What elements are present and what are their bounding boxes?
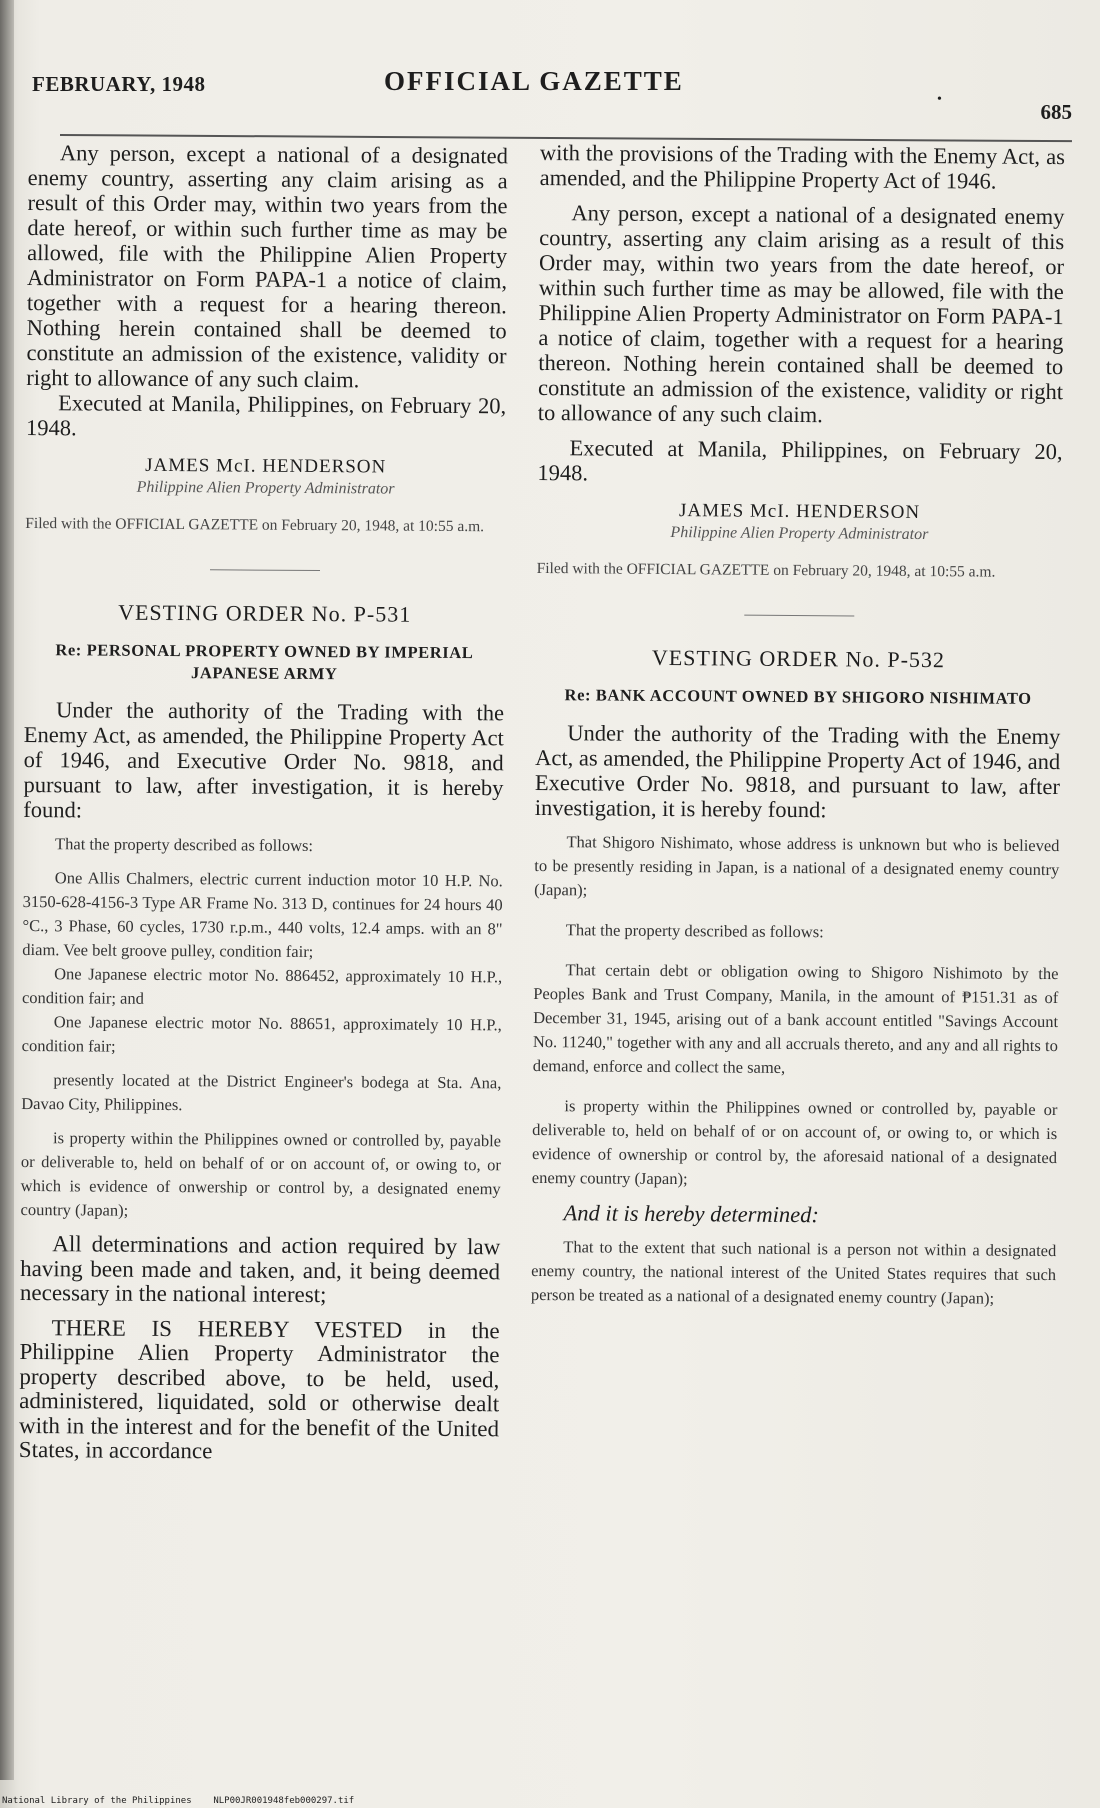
continuation-right: with the provisions of the Trading with the Enemy Act, as amended, and the Philippine Property Act of 1946.: [539, 140, 1065, 194]
filed-note-left: Filed with the OFFICIAL GAZETTE on February 20, 1948, at 10:55 a.m.: [25, 514, 485, 536]
claim-paragraph-right: Any person, except a national of a designated enemy country, asserting any claim arising as a result of this Order may, within two years from the date hereof, or within such further time as may be allowed, file with the Philippine Alien Property Administrator on Form PAPA-1 a notice of claim, together with a request for a hearing thereon. Nothing herein contained shall be deemed to constitute an admission of the existence, validity or right to allowance of any such claim.: [537, 200, 1065, 428]
is-property-532: is property within the Philippines owned or controlled by, payable or deliverable to, held on behalf of or on account of, or owing to, or which is evidence of ownership or control by, the aforesaid national of a designated enemy country (Japan);: [531, 1096, 1058, 1189]
header-title: OFFICIAL GAZETTE: [384, 66, 684, 96]
separator-right: [744, 615, 854, 617]
property-intro-531: That the property described as follows:: [55, 834, 314, 856]
scan-binding-edge: [0, 0, 14, 1780]
separator-left: [210, 569, 320, 571]
filed-note-right: Filed with the OFFICIAL GAZETTE on February 20, 1948, at 10:55 a.m.: [536, 559, 996, 581]
vested-531: THERE IS HEREBY VESTED in the Philippine Alien Property Administrator the property described above, to be held, used, administered, liquidated, sold or otherwise dealt with in the interest and for the benefit of the United States, in accordance: [18, 1314, 500, 1464]
signer-name-left: JAMES McI. HENDERSON: [145, 454, 387, 478]
header-date: FEBRUARY, 1948: [32, 72, 206, 96]
finding-nationality-532: That Shigoro Nishimato, whose address is unknown but who is believed to be presently residing in Japan, is a national of a designated enemy country (Japan);: [534, 832, 1060, 900]
executed-right: Executed at Manila, Philippines, on February 20, 1948.: [537, 435, 1063, 486]
determinations-531: All determinations and action required by law having been made and taken, and, it being deemed necessary in the national interest;: [19, 1231, 501, 1308]
executed-left: Executed at Manila, Philippines, on February 20, 1948.: [25, 390, 507, 441]
page-number: 685: [1040, 100, 1072, 124]
scan-footer: [2, 1796, 354, 1806]
re-heading-531: Re: PERSONAL PROPERTY OWNED BY IMPERIAL JAPANESE ARMY: [55, 640, 474, 684]
vesting-order-title-531: VESTING ORDER No. P-531: [118, 599, 412, 627]
property-item-1: One Allis Chalmers, electric current induction motor 10 H.P. No. 3150-628-4156-3 Type AR Frame No. 313 D, continues for 24 hours 40 °C., 3 Phase, 60 cycles, 1730 r.p.m., 440 volts, 12.4 amps. with an 8" diam. Vee belt groove pulley, condition fair;: [22, 868, 503, 962]
signer-title-left: Philippine Alien Property Administrator: [136, 478, 395, 498]
re-heading-532: Re: BANK ACCOUNT OWNED BY SHIGORO NISHIMATO: [564, 685, 1032, 708]
property-item-3: One Japanese electric motor No. 88651, approximately 10 H.P., condition fair;: [21, 1012, 502, 1056]
footer-file: NLP00JR001948feb000297.tif: [213, 1796, 355, 1806]
right-column: [531, 140, 1065, 1311]
claim-paragraph-left: Any person, except a national of a designated enemy country, asserting any claim arising as a result of this Order may, within two years from the date hereof, or within such further time as may be allowed, file with the Philippine Alien Property Administrator on Form PAPA-1 a notice of claim, together with a request for a hearing thereon. Nothing herein contained shall be deemed to constitute an admission of the existence, validity or right to allowance of any such claim.: [26, 140, 508, 393]
footer-library: National Library of the Philippines: [2, 1796, 192, 1806]
left-column: [19, 140, 508, 1466]
is-property-531: is property within the Philippines owned or controlled by, payable or deliverable to, held on behalf of or on account of, or owing to, or which is evidence of onwership or control by, a designated enemy country (Japan);: [20, 1128, 502, 1220]
page-header: [32, 62, 1072, 124]
location-531: presently located at the District Engineer's bodega at Sta. Ana, Davao City, Philippines.: [21, 1070, 502, 1115]
signer-name-right: JAMES McI. HENDERSON: [678, 500, 921, 523]
determined-heading-532: And it is hereby determined:: [563, 1200, 820, 1228]
extent-finding-532: That to the extent that such national is a person not within a designated enemy country, the national interest of the United States requires that such person be treated as a national of a designated enemy country (Japan);: [530, 1237, 1057, 1308]
signer-title-right: Philippine Alien Property Administrator: [670, 524, 929, 544]
header-dot: •: [937, 92, 942, 107]
property-item-2: One Japanese electric motor No. 886452, approximately 10 H.P., condition fair; and: [21, 964, 503, 1008]
authority-532: Under the authority of the Trading with the Enemy Act, as amended, the Philippine Property Act of 1946, and Executive Order No. 9818, and pursuant to law, after investigation, it is hereby found:: [534, 720, 1061, 823]
vesting-order-title-532: VESTING ORDER No. P-532: [651, 644, 946, 673]
debt-description-532: That certain debt or obligation owing to Shigoro Nishimoto by the Peoples Bank and Trust Company, Manila, in the amount of ₱151.31 as of December 31, 1945, arising out of a bank account entitled "Savings Account No. 11240," together with any and all accruals thereto, and any and all rights to demand, enforce and collect the same,: [532, 960, 1059, 1077]
authority-531: Under the authority of the Trading with the Enemy Act, as amended, the Philippine Property Act of 1946, and Executive Order No. 9818, and pursuant to law, after investigation, it is hereby found:: [23, 697, 505, 823]
property-intro-532: That the property described as follows:: [565, 920, 824, 942]
